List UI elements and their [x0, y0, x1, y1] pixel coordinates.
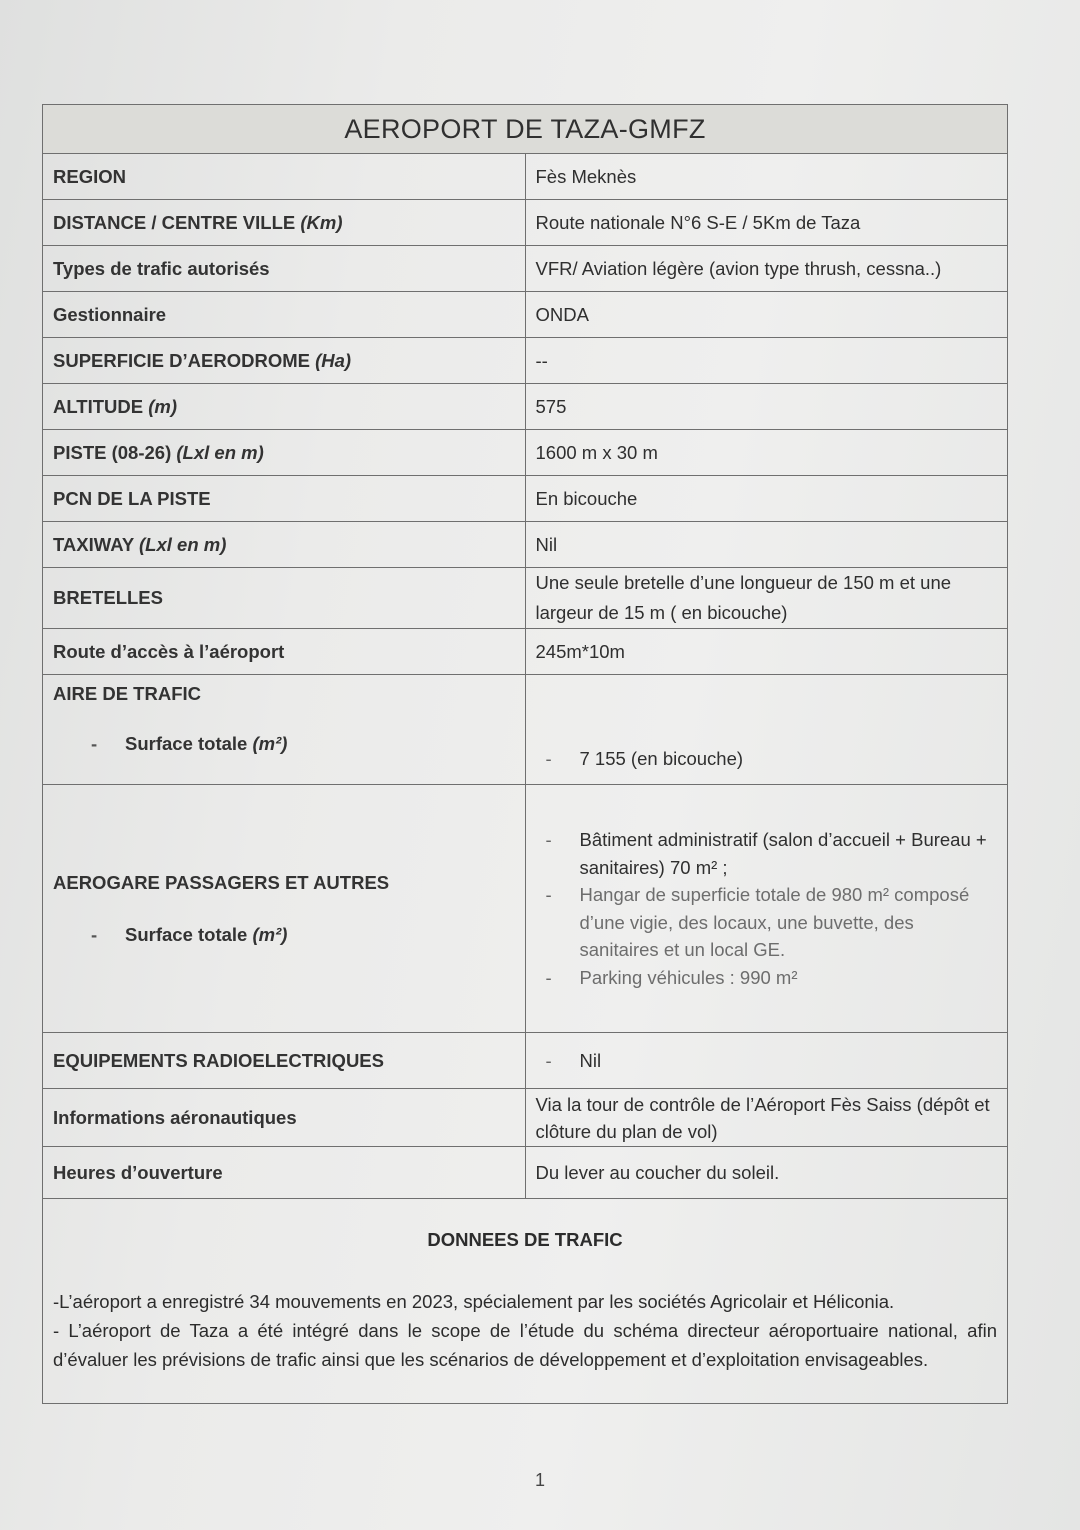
list-item: - Nil	[536, 1047, 998, 1075]
table-row	[43, 568, 1008, 629]
table-row	[43, 1089, 1008, 1147]
table-row	[43, 629, 1008, 675]
paragraph: - L’aéroport de Taza a été intégré dans le scope de l’étude du schéma directeur aéroportuaire national, afin d’évaluer les prévisions de trafic ainsi que les scénarios de développement et d’exploitation envisageables.	[53, 1319, 997, 1370]
row-label: Route d’accès à l’aéroport	[43, 629, 526, 675]
table-row-aerogare	[43, 785, 1008, 1033]
sub-label: - Surface totale (m²)	[91, 923, 288, 945]
page-number: 1	[534, 1470, 545, 1490]
row-value	[525, 675, 1008, 785]
row-label: TAXIWAY (Lxl en m)	[43, 522, 526, 568]
row-label: BRETELLES	[43, 568, 526, 629]
row-label: Informations aéronautiques	[43, 1089, 526, 1147]
row-value: Via la tour de contrôle de l’Aéroport Fès Saiss (dépôt et clôture du plan de vol)	[525, 1089, 1008, 1147]
row-label: AEROGARE PASSAGERS ET AUTRES - Surface totale (m²)	[43, 785, 526, 1033]
row-label: Types de trafic autorisés	[43, 246, 526, 292]
row-label: AIRE DE TRAFIC - Surface totale (m²)	[43, 675, 526, 785]
table-row-aire-de-trafic	[43, 675, 1008, 785]
list-item: - Parking véhicules : 990 m²	[536, 964, 998, 992]
table-row	[43, 200, 1008, 246]
list-item: - 7 155 (en bicouche)	[536, 745, 998, 773]
paragraph: -L’aéroport a enregistré 34 mouvements en 2023, spécialement par les sociétés Agricolair et Héliconia.	[53, 1290, 895, 1312]
row-value	[525, 1033, 1008, 1089]
row-label: Gestionnaire	[43, 292, 526, 338]
section-heading: DONNEES DE TRAFIC	[427, 1228, 623, 1250]
sub-label: - Surface totale (m²)	[91, 733, 288, 754]
airport-info-table	[42, 104, 1008, 1404]
row-label: PCN DE LA PISTE	[43, 476, 526, 522]
row-label: PISTE (08-26) (Lxl en m)	[43, 430, 526, 476]
traffic-section	[43, 1199, 1008, 1404]
row-label: ALTITUDE (m)	[43, 384, 526, 430]
row-value: ONDA	[525, 292, 1008, 338]
table-row	[43, 522, 1008, 568]
row-value: Route nationale N°6 S-E / 5Km de Taza	[525, 200, 1008, 246]
list-item: - Bâtiment administratif (salon d’accueil + Bureau + sanitaires) 70 m² ;	[536, 826, 998, 881]
table-row	[43, 1147, 1008, 1199]
table-row	[43, 476, 1008, 522]
table-row	[43, 292, 1008, 338]
row-label: SUPERFICIE D’AERODROME (Ha)	[43, 338, 526, 384]
table-row	[43, 1033, 1008, 1089]
row-label: DISTANCE / CENTRE VILLE (Km)	[43, 200, 526, 246]
row-value: 575	[525, 384, 1008, 430]
row-value: --	[525, 338, 1008, 384]
table-row	[43, 246, 1008, 292]
table-row	[43, 338, 1008, 384]
row-value: VFR/ Aviation légère (avion type thrush, cessna..)	[525, 246, 1008, 292]
row-label: Heures d’ouverture	[43, 1147, 526, 1199]
table-row	[43, 384, 1008, 430]
table-title: AEROPORT DE TAZA-GMFZ	[43, 105, 1008, 154]
row-label: EQUIPEMENTS RADIOELECTRIQUES	[43, 1033, 526, 1089]
row-value: Du lever au coucher du soleil.	[525, 1147, 1008, 1199]
row-value: Une seule bretelle d’une longueur de 150 m et une largeur de 15 m ( en bicouche)	[525, 568, 1008, 629]
row-label: REGION	[43, 154, 526, 200]
traffic-cell	[43, 1199, 1008, 1404]
row-value: 245m*10m	[525, 629, 1008, 675]
row-value: Nil	[525, 522, 1008, 568]
row-value: Fès Meknès	[525, 154, 1008, 200]
row-value: 1600 m x 30 m	[525, 430, 1008, 476]
list-item: - Hangar de superficie totale de 980 m² composé d’une vigie, des locaux, une buvette, des sanitaires et un local GE.	[536, 881, 998, 964]
table-row	[43, 154, 1008, 200]
row-value: En bicouche	[525, 476, 1008, 522]
row-value	[525, 785, 1008, 1033]
table-row	[43, 430, 1008, 476]
